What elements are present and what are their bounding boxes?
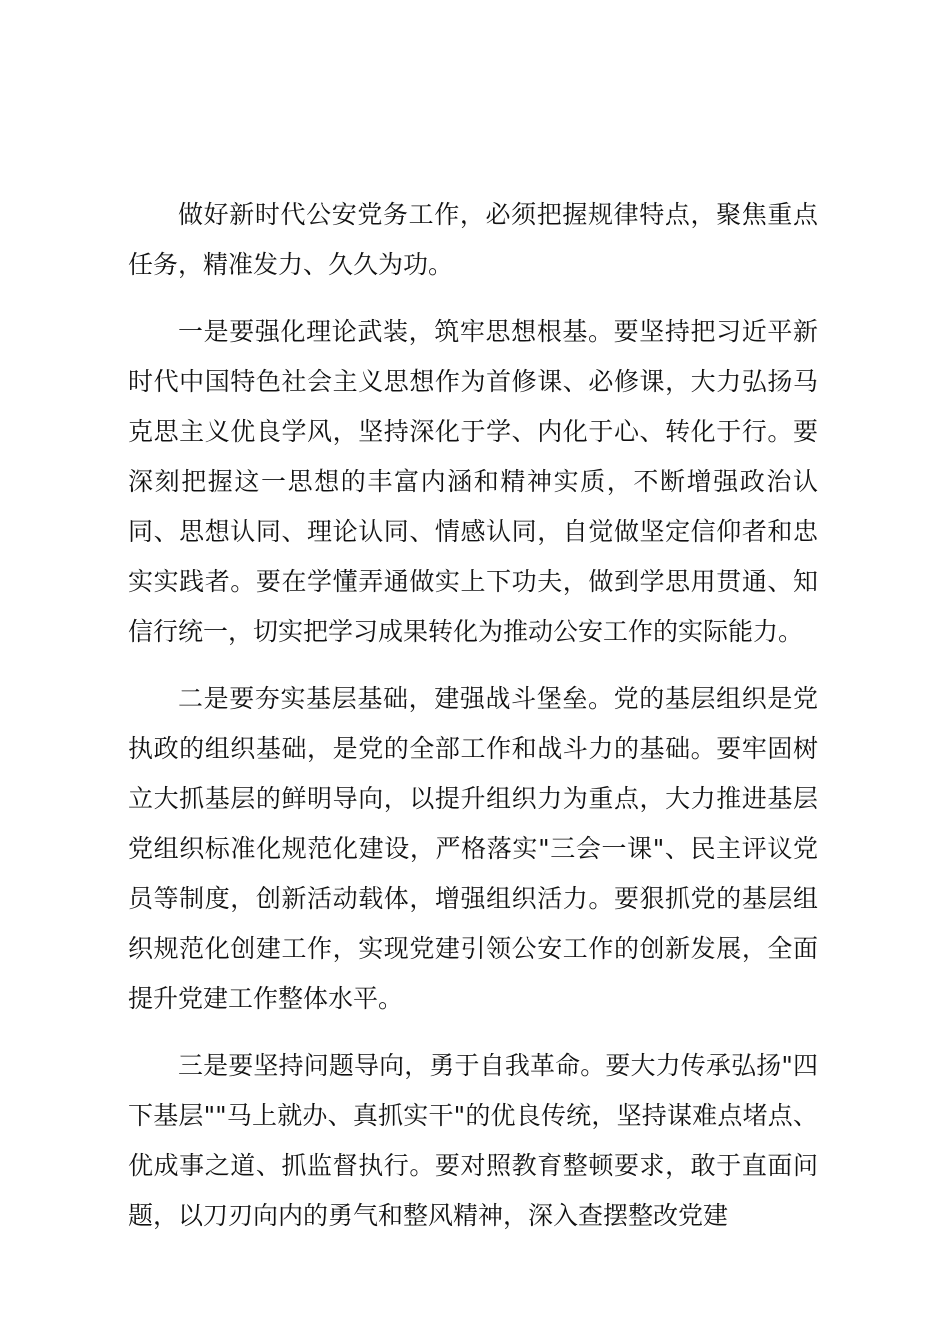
paragraph-theory: 一是要强化理论武装，筑牢思想根基。要坚持把习近平新时代中国特色社会主义思想作为首修课、必修课，大力弘扬马克思主义优良学风，坚持深化于学、内化于心、转化于行。要深刻把握这一思想的丰富内涵和精神实质，不断增强政治认同、思想认同、理论认同、情感认同，自觉做坚定信仰者和忠实实践者。要在学懂弄通做实上下功夫，做到学思用贯通、知信行统一，切实把学习成果转化为推动公安工作的实际能力。 <box>128 317 818 646</box>
document-body <box>128 190 818 1258</box>
paragraph-grassroots: 二是要夯实基层基础，建强战斗堡垒。党的基层组织是党执政的组织基础，是党的全部工作和战斗力的基础。要牢固树立大抓基层的鲜明导向，以提升组织力为重点，大力推进基层党组织标准化规范化建设，严格落实"三会一课"、民主评议党员等制度，创新活动载体，增强组织活力。要狠抓党的基层组织规范化创建工作，实现党建引领公安工作的创新发展，全面提升党建工作整体水平。 <box>128 684 818 1013</box>
paragraph-intro: 做好新时代公安党务工作，必须把握规律特点，聚焦重点任务，精准发力、久久为功。 <box>128 200 818 279</box>
paragraph-problem-oriented: 三是要坚持问题导向，勇于自我革命。要大力传承弘扬"四下基层""马上就办、真抓实干"的优良传统，坚持谋难点堵点、优成事之道、抓监督执行。要对照教育整顿要求，敢于直面问题，以刀刃向内的勇气和整风精神，深入查摆整改党建 <box>128 1051 818 1230</box>
